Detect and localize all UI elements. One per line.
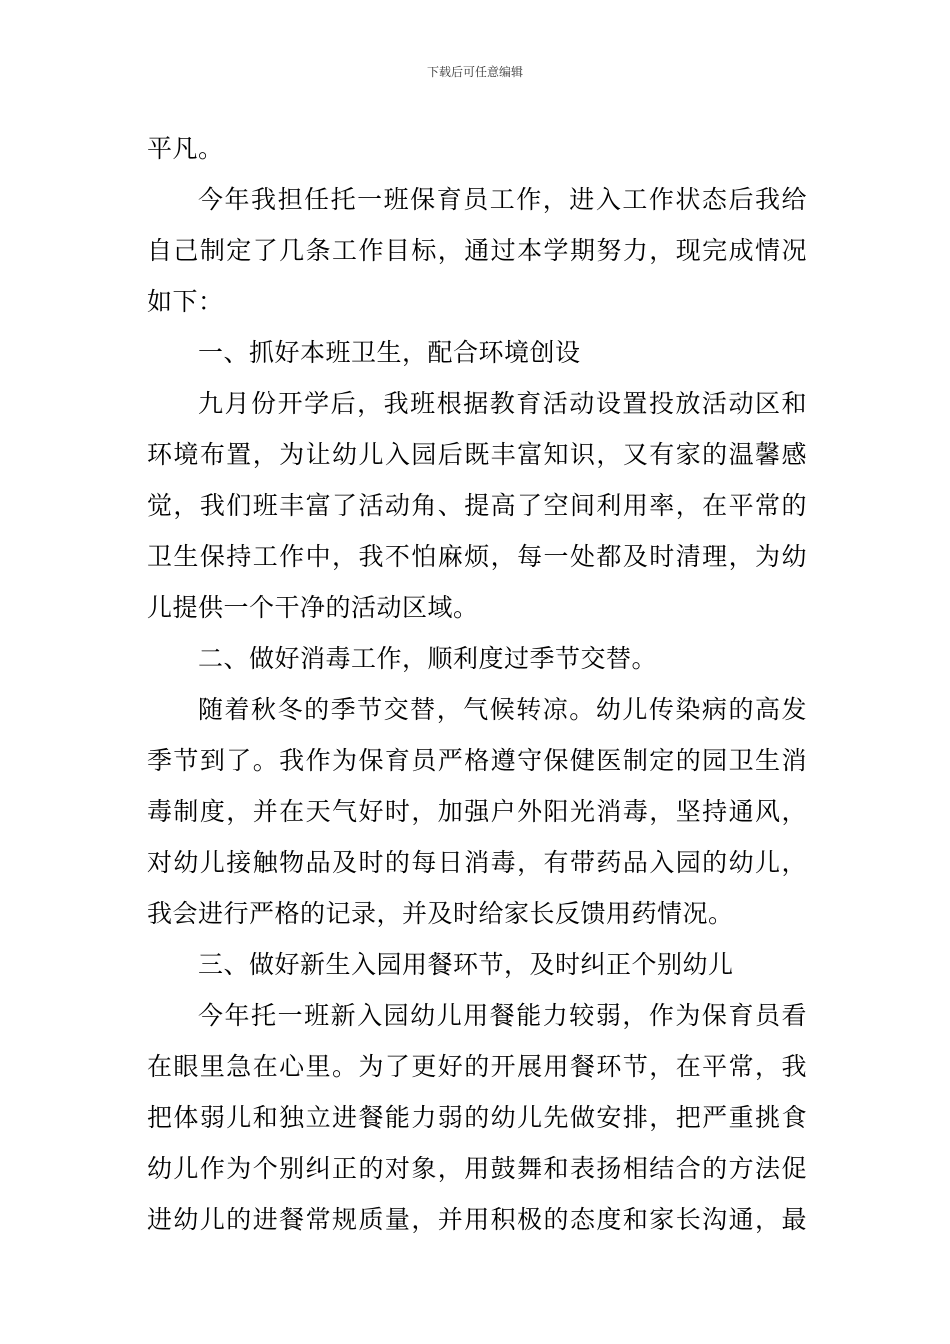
paragraph-first-line: 随着秋冬的季节交替，气候转凉。幼儿传染病的高发 bbox=[198, 695, 807, 724]
text-line: 卫生保持工作中，我不怕麻烦，每一处都及时清理，为幼 bbox=[147, 542, 807, 571]
text-line: 毒制度，并在天气好时，加强户外阳光消毒，坚持通风， bbox=[147, 797, 807, 826]
text-line: 儿提供一个干净的活动区域。 bbox=[147, 593, 479, 622]
text-line: 我会进行严格的记录，并及时给家长反馈用药情况。 bbox=[147, 899, 734, 928]
text-line: 觉，我们班丰富了活动角、提高了空间利用率，在平常的 bbox=[147, 491, 807, 520]
text-line: 季节到了。我作为保育员严格遵守保健医制定的园卫生消 bbox=[147, 746, 807, 775]
text-line: 幼儿作为个别纠正的对象，用鼓舞和表扬相结合的方法促 bbox=[147, 1154, 807, 1183]
text-line: 对幼儿接触物品及时的每日消毒，有带药品入园的幼儿， bbox=[147, 848, 807, 877]
section-heading: 二、做好消毒工作，顺利度过季节交替。 bbox=[198, 644, 658, 673]
page-header: 下载后可任意编辑 bbox=[426, 65, 523, 79]
text-line: 在眼里急在心里。为了更好的开展用餐环节，在平常，我 bbox=[147, 1052, 807, 1081]
text-line: 环境布置，为让幼儿入园后既丰富知识，又有家的温馨感 bbox=[147, 440, 807, 469]
paragraph-first-line: 今年托一班新入园幼儿用餐能力较弱，作为保育员看 bbox=[198, 1001, 807, 1030]
paragraph-first-line: 今年我担任托一班保育员工作，进入工作状态后我给 bbox=[198, 185, 807, 214]
section-heading: 一、抓好本班卫生，配合环境创设 bbox=[198, 338, 581, 367]
section-heading: 三、做好新生入园用餐环节，及时纠正个别幼儿 bbox=[198, 950, 734, 979]
paragraph-first-line: 九月份开学后，我班根据教育活动设置投放活动区和 bbox=[198, 389, 807, 418]
document-body bbox=[147, 123, 807, 1245]
text-line: 平凡。 bbox=[147, 134, 224, 163]
text-line: 如下： bbox=[147, 287, 224, 316]
text-line: 把体弱儿和独立进餐能力弱的幼儿先做安排，把严重挑食 bbox=[147, 1103, 807, 1132]
text-line: 自己制定了几条工作目标，通过本学期努力，现完成情况 bbox=[147, 236, 807, 265]
text-line: 进幼儿的进餐常规质量，并用积极的态度和家长沟通，最 bbox=[147, 1205, 807, 1234]
